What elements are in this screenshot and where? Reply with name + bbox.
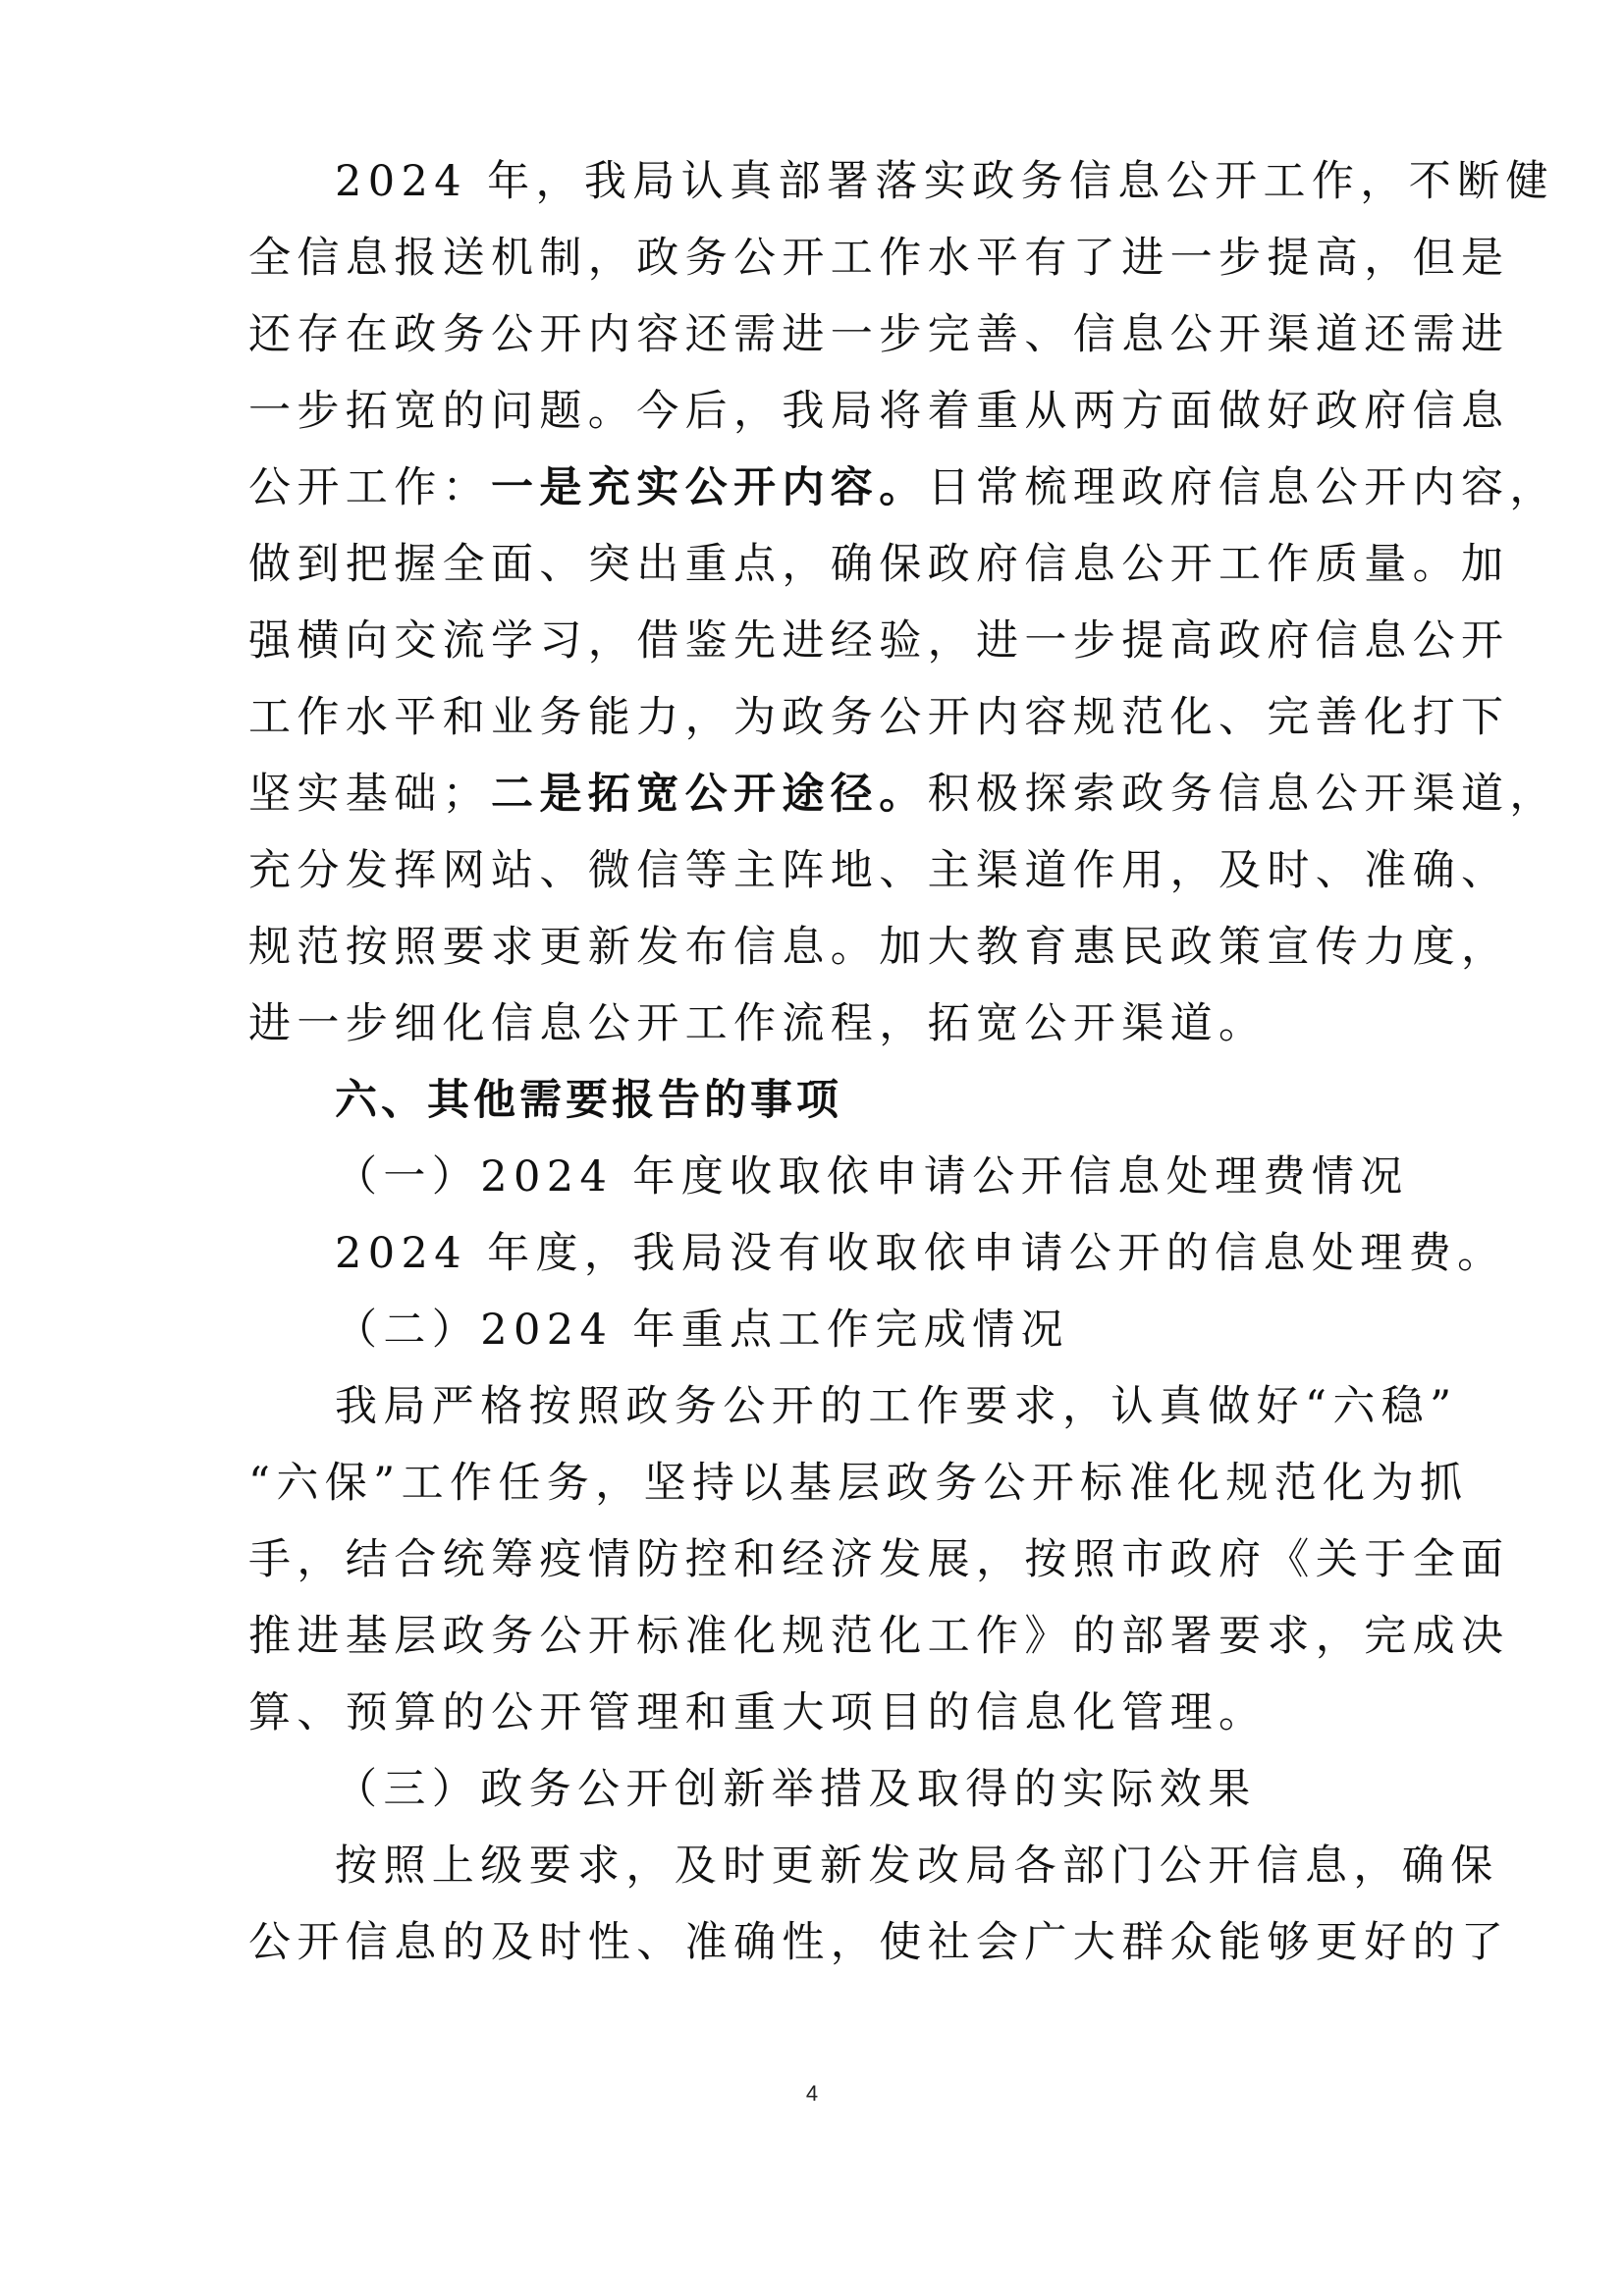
text-line: 一步拓宽的问题。今后，我局将着重从两方面做好政府信息 [248,387,1510,436]
text-span: 坚实基础； [248,770,491,819]
text-line: 我局严格按照政务公开的工作要求，认真做好“六稳” [335,1382,1458,1431]
text-line: 规范按照要求更新发布信息。加大教育惠民政策宣传力度， [248,923,1510,972]
bold-point-one: 一是充实公开内容。 [491,463,928,512]
page-number: 4 [805,2081,819,2106]
subsection-heading: （三）政务公开创新举措及取得的实际效果 [335,1765,1257,1814]
text-line [248,756,1558,832]
text-line: 手，结合统筹疫情防控和经济发展，按照市政府《关于全面 [248,1535,1510,1584]
text-line: 推进基层政务公开标准化规范化工作》的部署要求，完成决 [248,1612,1510,1661]
subsection-heading: （二）2024 年重点工作完成情况 [335,1306,1069,1355]
text-line: 公开信息的及时性、准确性，使社会广大群众能够更好的了 [248,1918,1510,1967]
bold-point-two: 二是拓宽公开途径。 [491,770,928,819]
text-line: 全信息报送机制，政务公开工作水平有了进一步提高，但是 [248,234,1510,283]
text-line: 充分发挥网站、微信等主阵地、主渠道作用，及时、准确、 [248,846,1510,895]
document-body [248,143,1558,1981]
section-heading: 六、其他需要报告的事项 [335,1076,842,1125]
text-line: 工作水平和业务能力，为政务公开内容规范化、完善化打下 [248,693,1510,742]
paragraph-improvement-plan [248,143,1558,1062]
text-line: 算、预算的公开管理和重大项目的信息化管理。 [248,1688,1268,1737]
text-line: 2024 年度，我局没有收取依申请公开的信息处理费。 [335,1229,1506,1278]
text-line: 进一步细化信息公开工作流程，拓宽公开渠道。 [248,999,1268,1048]
text-span: 公开工作： [248,463,491,512]
text-line: “六保”工作任务，坚持以基层政务公开标准化规范化为抓 [248,1459,1469,1508]
text-line: 做到把握全面、突出重点，确保政府信息公开工作质量。加 [248,540,1510,589]
subsection-heading: （一）2024 年度收取依申请公开信息处理费情况 [335,1152,1409,1201]
text-line: 强横向交流学习，借鉴先进经验，进一步提高政府信息公开 [248,616,1510,666]
text-span: 积极探索政务信息公开渠道， [927,770,1558,819]
text-line: 2024 年，我局认真部署落实政务信息公开工作，不断健 [335,157,1554,206]
text-line: 按照上级要求，及时更新发改局各部门公开信息，确保 [335,1842,1499,1891]
text-line: 还存在政务公开内容还需进一步完善、信息公开渠道还需进 [248,310,1510,359]
text-span: 日常梳理政府信息公开内容， [927,463,1558,512]
text-line [248,450,1558,526]
